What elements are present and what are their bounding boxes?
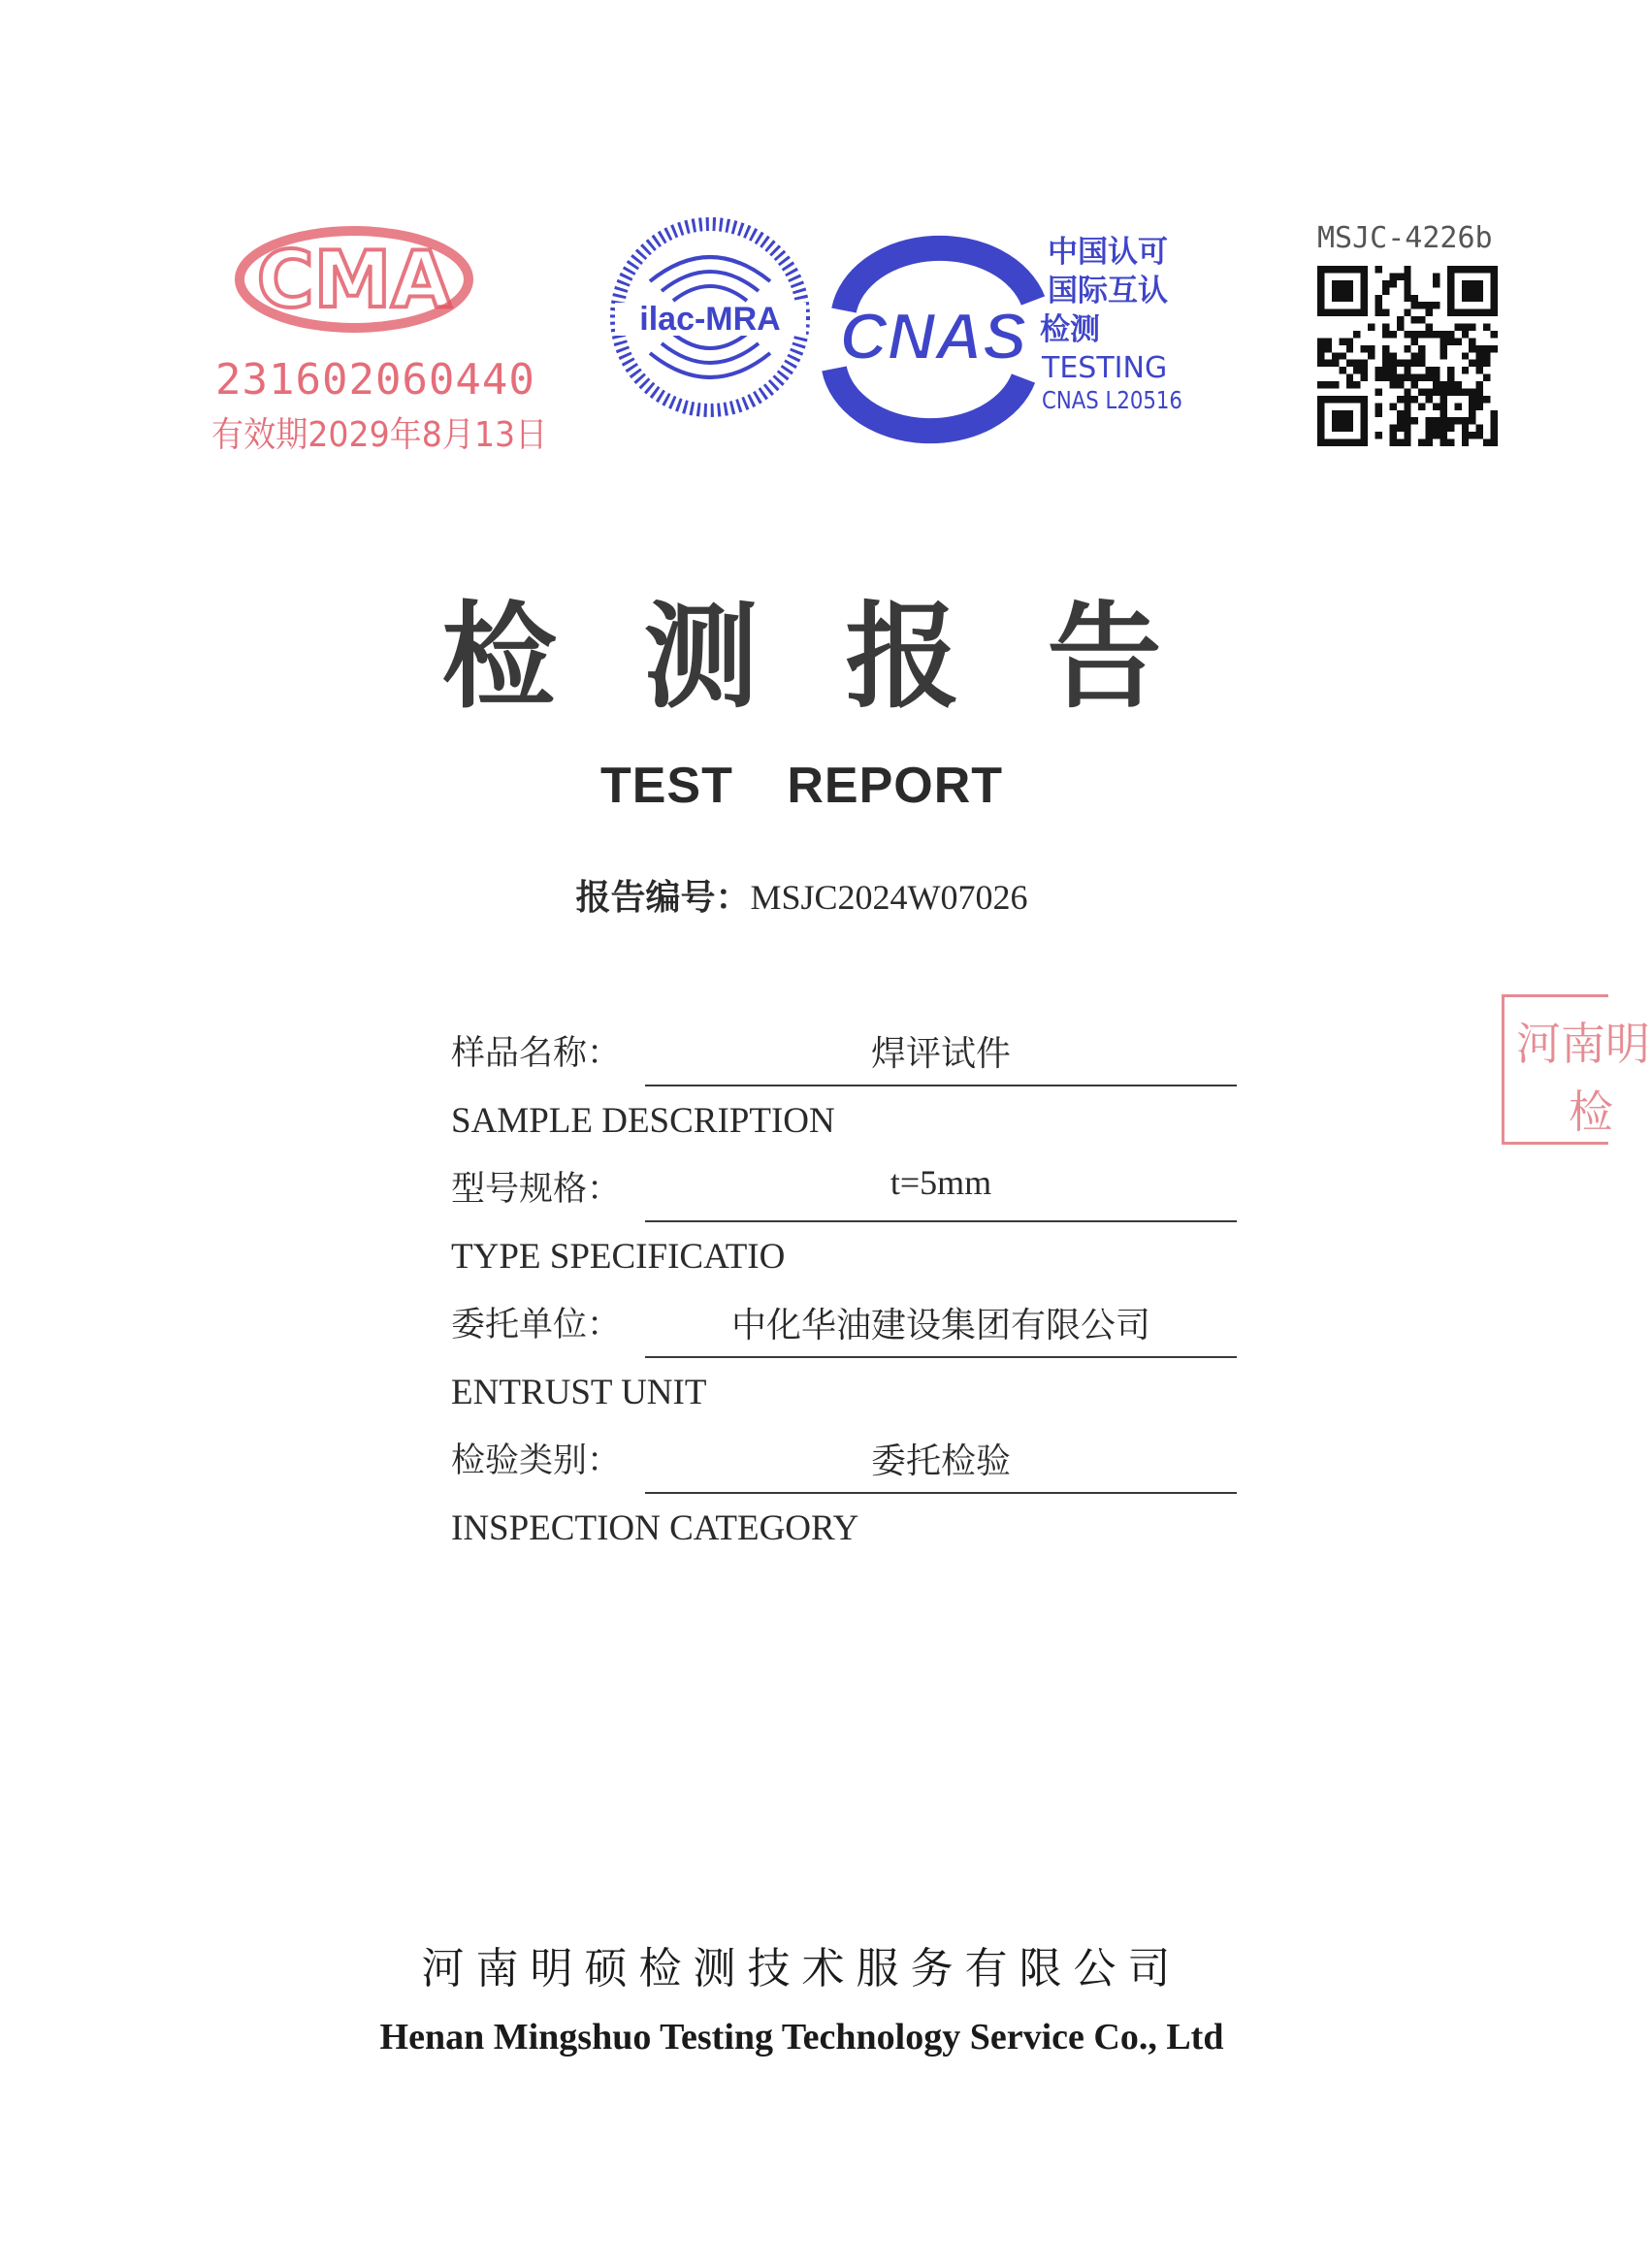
cnas-line3: 检测 [1040, 312, 1100, 347]
cma-number: 231602060440 [215, 355, 535, 405]
report-fields [451, 1026, 1237, 1570]
field-label-cn: 检验类别： [451, 1442, 622, 1480]
cnas-logo [815, 233, 1183, 437]
cma-seal [204, 223, 548, 466]
cnas-code: CNAS L20516 [1042, 386, 1182, 414]
qr-code-label: MSJC-4226b [1317, 221, 1493, 255]
side-seal-stamp [1502, 994, 1650, 1145]
field-value: t=5mm [890, 1163, 992, 1202]
field-label-en: TYPE SPECIFICATIO [451, 1237, 786, 1277]
field-label-cn: 委托单位： [451, 1306, 622, 1345]
ilac-mra-logo [611, 213, 810, 422]
field-inspection-category [451, 1434, 1237, 1570]
side-seal-line1: 河南明 [1516, 1018, 1650, 1070]
company-name-cn: 河南明硕检测技术服务有限公司 [421, 1944, 1182, 1993]
report-title-cn: 检测报告 [441, 589, 1249, 724]
cnas-line2: 国际互认 [1048, 274, 1168, 308]
field-value: 焊评试件 [870, 1034, 1011, 1074]
field-underline [645, 1356, 1237, 1358]
ilac-mra-icon [611, 213, 810, 422]
cnas-line1: 中国认可 [1048, 235, 1168, 270]
field-entrust-unit [451, 1298, 1237, 1434]
report-title-en: TEST REPORT [599, 758, 1004, 814]
cnas-icon [815, 233, 1052, 437]
report-number-value: MSJC2024W07026 [750, 878, 1028, 917]
cma-logo-icon [233, 223, 475, 340]
field-underline [645, 1085, 1237, 1086]
cma-valid-until: 有效期2029年8月13日 [211, 415, 548, 455]
field-value: 委托检验 [870, 1442, 1011, 1481]
field-label-cn: 型号规格： [451, 1170, 622, 1209]
svg-text:CNAS: CNAS [839, 300, 1027, 373]
field-sample-description [451, 1026, 1237, 1162]
field-label-en: SAMPLE DESCRIPTION [451, 1101, 835, 1141]
field-label-cn: 样品名称： [451, 1034, 622, 1073]
field-underline [645, 1220, 1237, 1222]
field-type-specification [451, 1162, 1237, 1298]
field-underline [645, 1492, 1237, 1494]
svg-text:ilac-MRA: ilac-MRA [639, 301, 781, 338]
field-label-en: ENTRUST UNIT [451, 1373, 707, 1412]
qr-code-icon [1317, 264, 1498, 448]
field-label-en: INSPECTION CATEGORY [451, 1508, 859, 1548]
svg-text:CMA: CMA [256, 235, 452, 325]
side-seal-line2: 检 [1569, 1085, 1613, 1138]
company-name-en: Henan Mingshuo Testing Technology Service Co., Ltd [379, 2017, 1224, 2057]
report-number-row [0, 870, 1603, 920]
report-number-label: 报告编号： [575, 878, 751, 918]
cnas-testing: TESTING [1042, 351, 1168, 385]
field-value: 中化华油建设集团有限公司 [730, 1306, 1150, 1345]
cnas-text-block [1040, 233, 1208, 415]
